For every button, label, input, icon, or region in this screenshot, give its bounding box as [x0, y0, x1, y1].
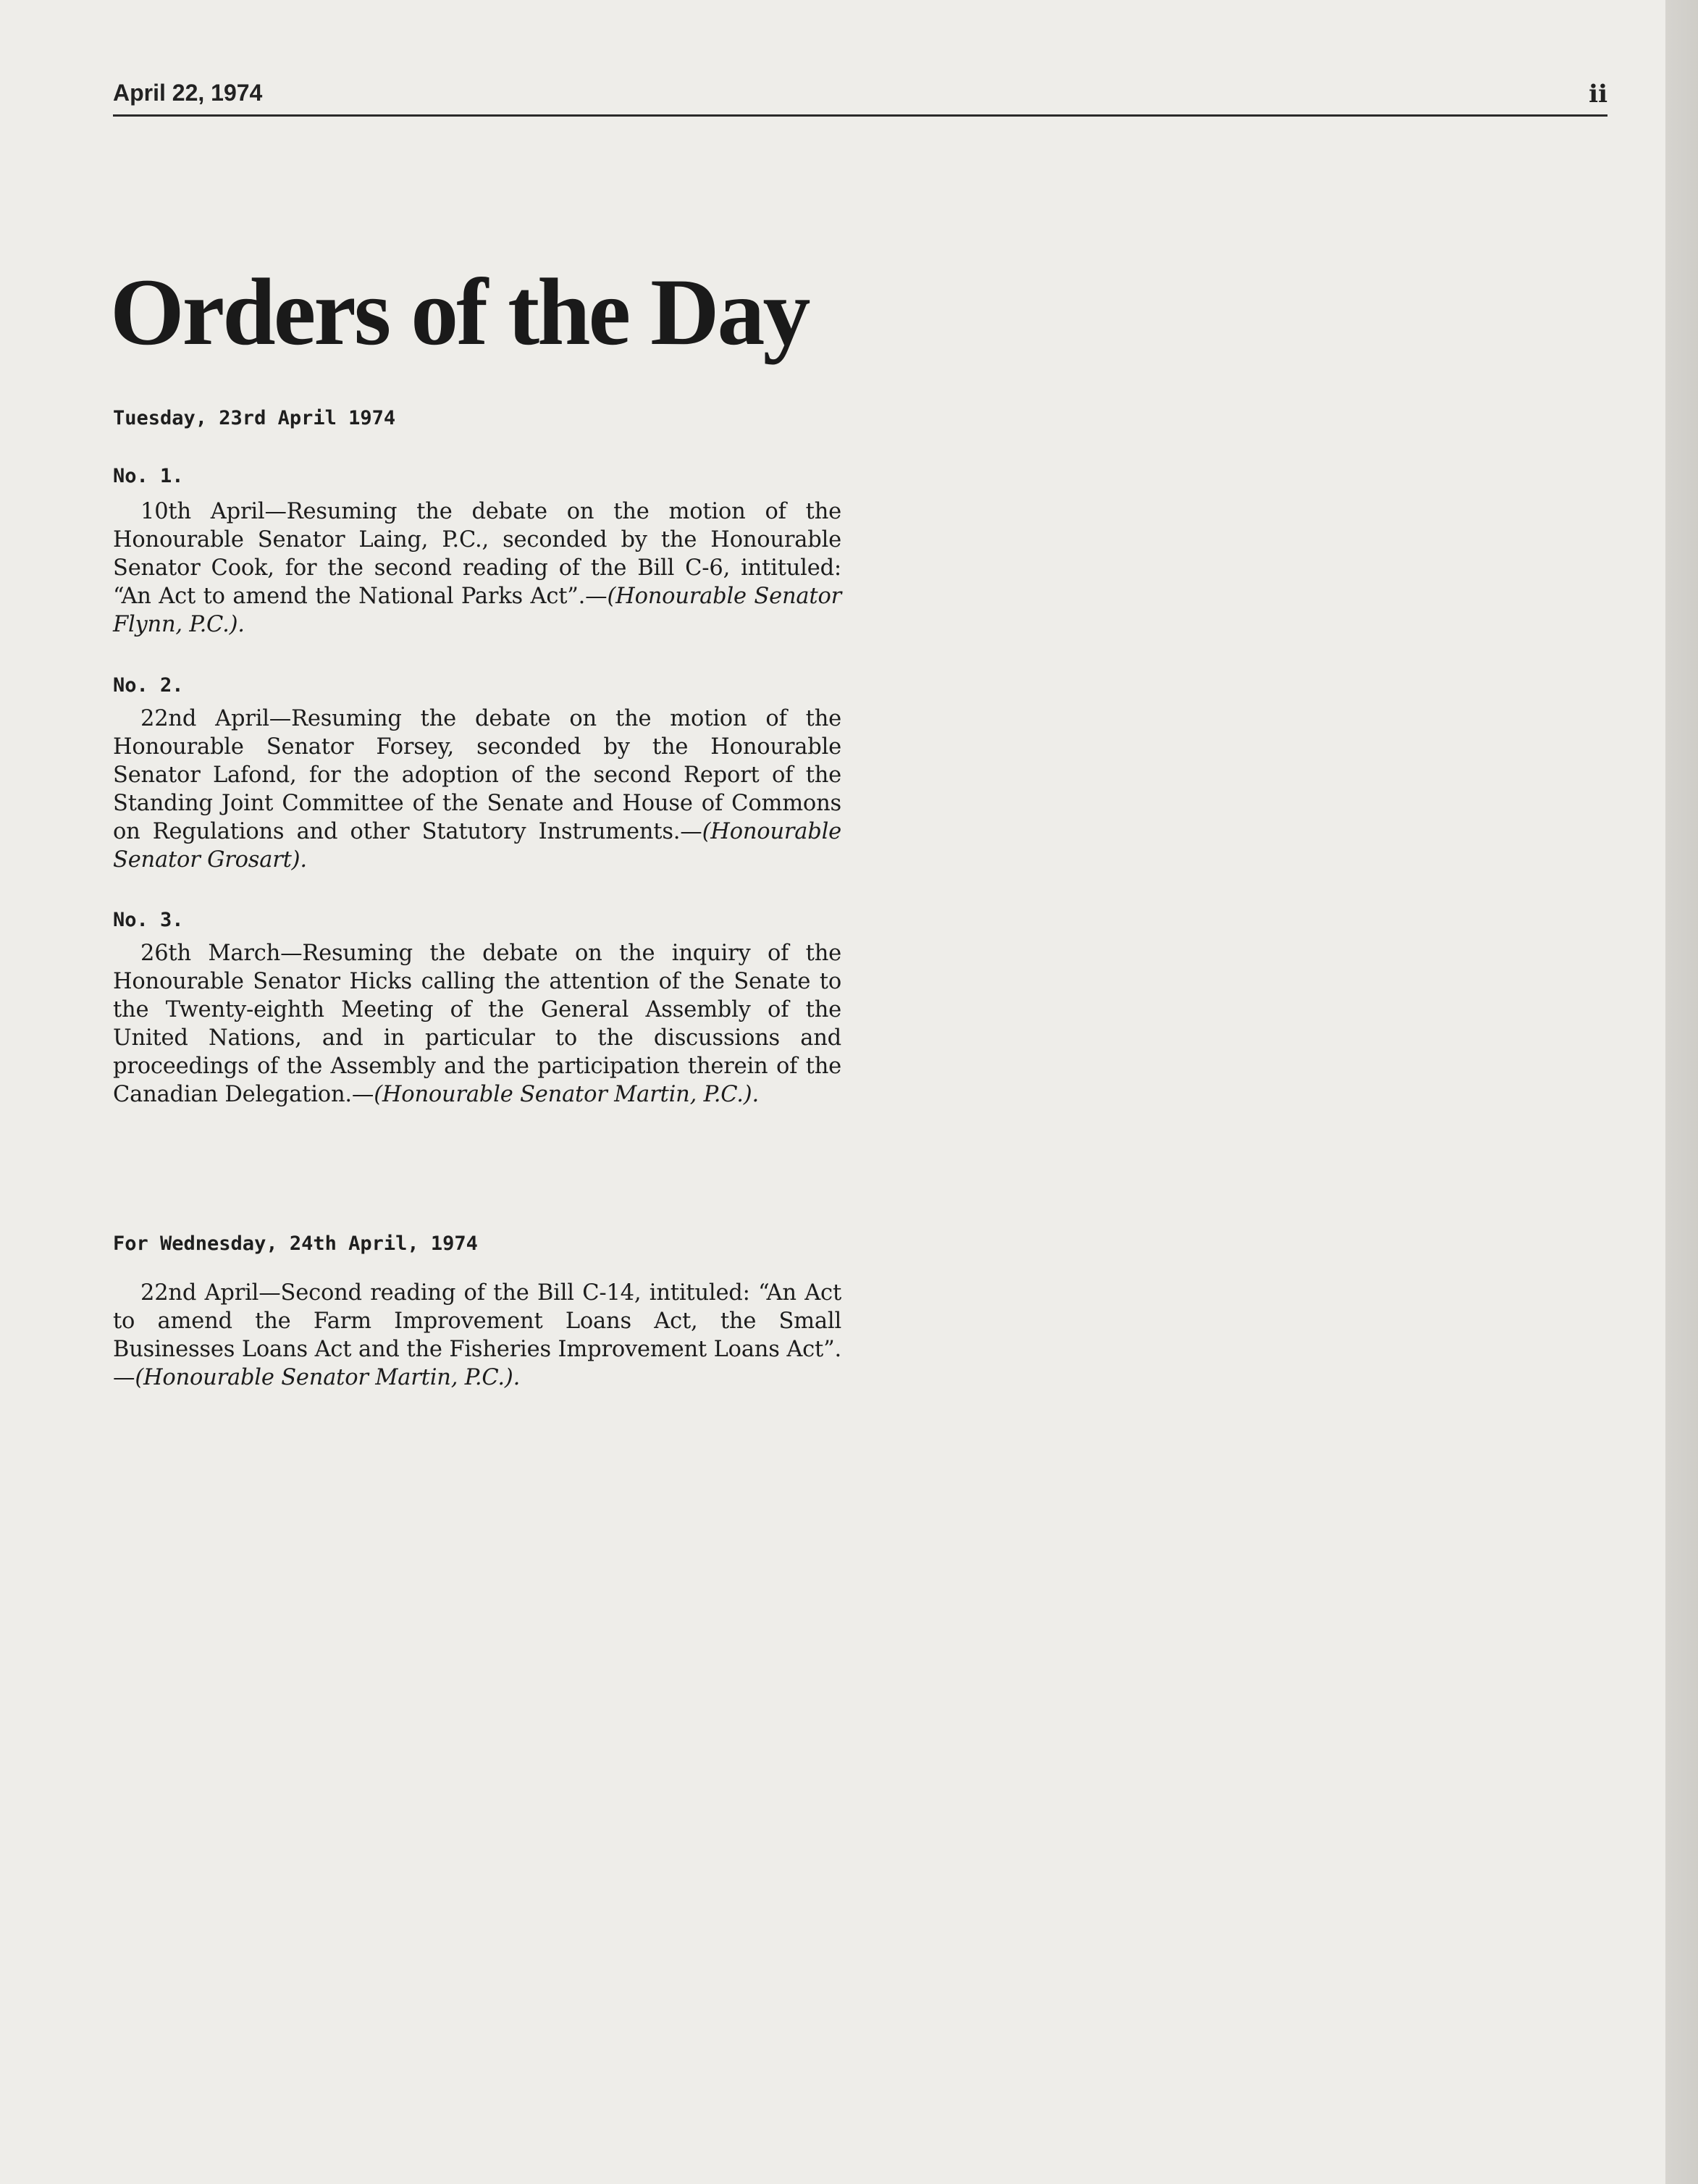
item-text [113, 939, 841, 1109]
item-attribution: (Honourable Senator Martin, P.C.). [374, 1082, 759, 1107]
order-item-wednesday-body [113, 1279, 841, 1392]
item-attribution: (Honourable Senator Grosart). [113, 819, 841, 873]
section-wednesday [113, 1232, 841, 1255]
item-text [113, 497, 841, 639]
item-attribution: (Honourable Senator Martin, P.C.). [135, 1365, 521, 1390]
header-date: April 22, 1974 [113, 80, 263, 106]
order-item-1-body [113, 497, 841, 639]
section-heading: For Wednesday, 24th April, 1974 [113, 1232, 478, 1255]
item-number: No. 2. [113, 674, 184, 697]
item-text-body: 10th April—Resuming the debate on the motion of the Honourable Senator Laing, P.C., seconded by the Honourable Senator Cook, for the second reading of the Bill C-6, intituled: “An Act to amend the National Parks Act”.— [113, 499, 841, 609]
order-item-3 [113, 909, 841, 931]
page-title: Orders of the Day [110, 259, 809, 365]
item-attribution: (Honourable Senator Flynn, P.C.). [113, 584, 841, 637]
item-number: No. 3. [113, 909, 184, 931]
order-item-2-body [113, 705, 841, 874]
item-text-body: 26th March—Resuming the debate on the inquiry of the Honourable Senator Hicks calling the attention of the Senate to the Twenty-eighth Meeting of the General Assembly of the United Nations, and in particular to the discussions and proceedings of the Assembly and the participation therein of the Canadian Delegation.— [113, 941, 841, 1107]
order-item-3-body [113, 939, 841, 1109]
item-text-body: 22nd April—Second reading of the Bill C-14, intituled: “An Act to amend the Farm Improvement Loans Act, the Small Businesses Loans Act and the Fisheries Improvement Loans Act”.— [113, 1280, 841, 1390]
page-edge-shadow [1665, 0, 1698, 2184]
running-header [113, 80, 1607, 117]
item-text [113, 1279, 841, 1392]
item-text [113, 705, 841, 874]
item-text-body: 22nd April—Resuming the debate on the motion of the Honourable Senator Forsey, seconded by the Honourable Senator Lafond, for the adoption of the second Report of the Standing Joint Committee of the Senate and House of Commons on Regulations and other Statutory Instruments.— [113, 706, 841, 844]
item-number: No. 1. [113, 465, 184, 487]
section-tuesday [113, 407, 841, 429]
order-item-2 [113, 674, 841, 697]
bleed-through-right [880, 174, 1575, 1984]
section-heading: Tuesday, 23rd April 1974 [113, 407, 396, 429]
order-item-1 [113, 465, 841, 487]
header-page-number: ii [1589, 80, 1607, 109]
